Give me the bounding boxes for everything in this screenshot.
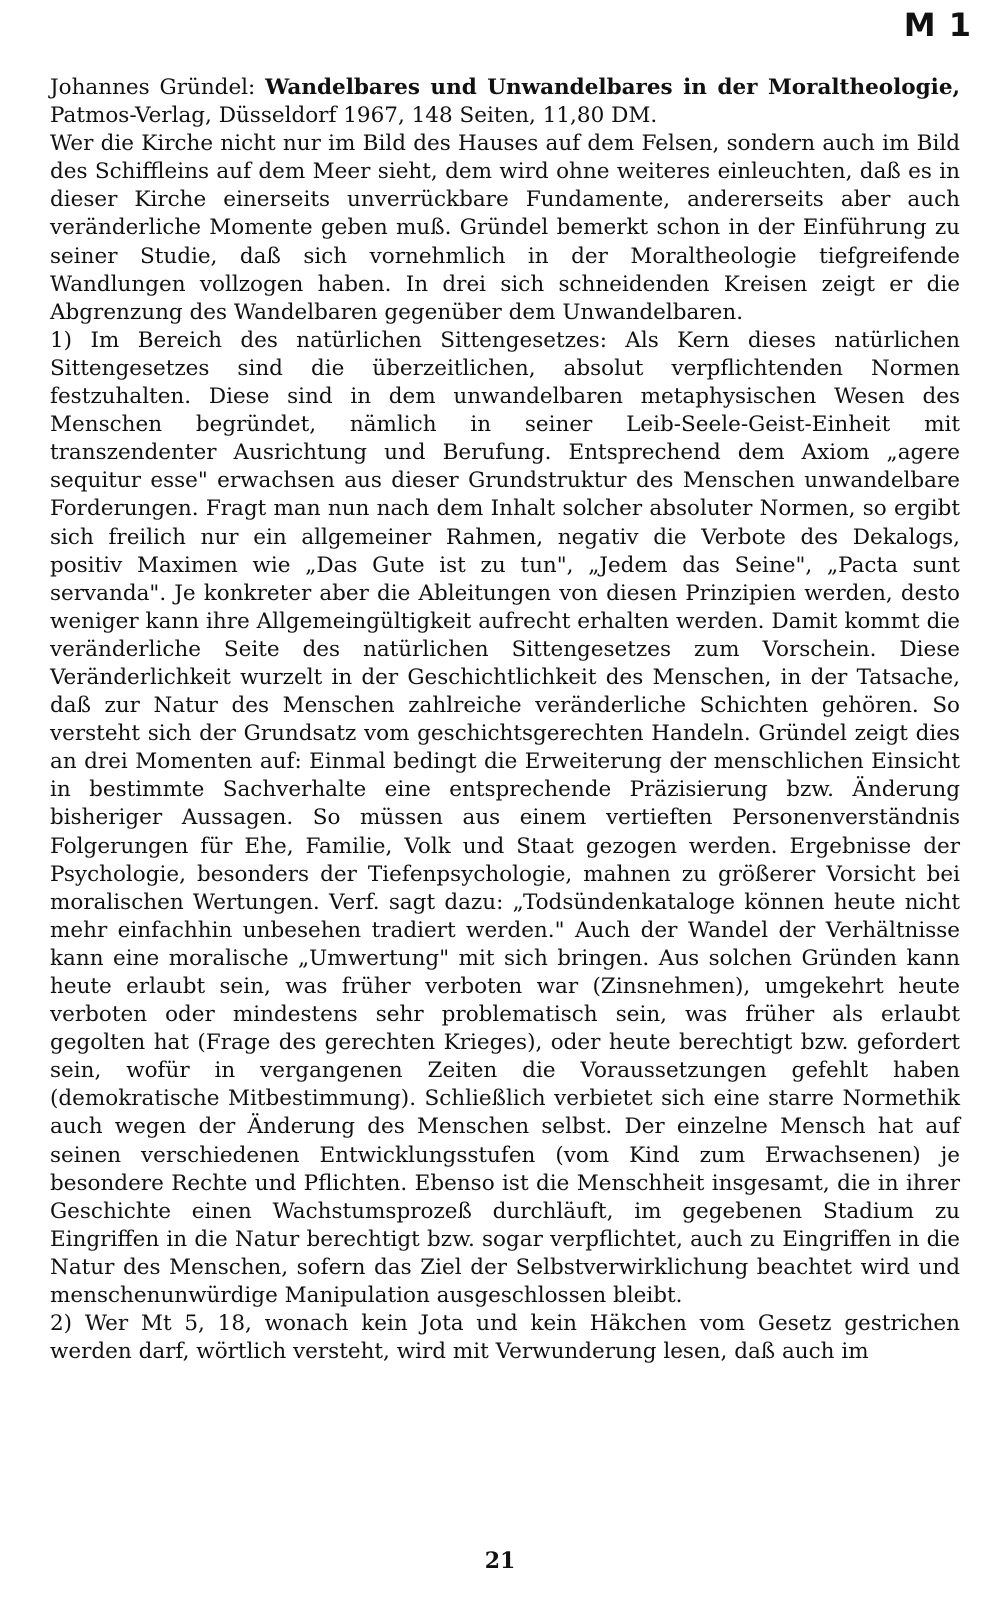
citation-author: Johannes Gründel: bbox=[50, 75, 266, 100]
paragraph-section-2: 2) Wer Mt 5, 18, wonach kein Jota und kein Häkchen vom Gesetz gestrichen werden darf, wörtlich versteht, wird mit Verwunderung lesen, daß auch im bbox=[50, 1311, 960, 1365]
article-body bbox=[50, 74, 960, 1366]
page-number: 21 bbox=[484, 1548, 516, 1574]
citation bbox=[50, 74, 960, 130]
citation-details: Patmos-Verlag, Düsseldorf 1967, 148 Seiten, 11,80 DM. bbox=[50, 103, 658, 129]
citation-title: Wandelbares und Unwandelbares in der Moraltheologie, bbox=[265, 75, 960, 100]
page-label: M 1 bbox=[903, 6, 972, 44]
paragraph-intro: Wer die Kirche nicht nur im Bild des Hauses auf dem Felsen, sondern auch im Bild des Schiffleins auf dem Meer sieht, dem wird ohne weiteres einleuchten, daß es in dieser Kirche einerseits unverrückbare Fundamente, andererseits aber auch veränderliche Momente geben muß. Gründel bemerkt schon in der Einführung zu seiner Studie, daß sich vornehmlich in der Moraltheologie tiefgreifende Wandlungen vollzogen haben. In drei sich schneidenden Kreisen zeigt er die Abgrenzung des Wandelbaren gegenüber dem Unwandelbaren. bbox=[50, 131, 960, 325]
paragraph-section-1: 1) Im Bereich des natürlichen Sittengesetzes: Als Kern dieses natürlichen Sittengesetzes sind die überzeitlichen, absolut verpflichtenden Normen festzuhalten. Diese sind in dem unwandelbaren metaphysischen Wesen des Menschen begründet, nämlich in seiner Leib-Seele-Geist-Einheit mit transzendenter Ausrichtung und Berufung. Entsprechend dem Axiom „agere sequitur esse" erwachsen aus dieser Grundstruktur des Menschen unwandelbare Forderungen. Fragt man nun nach dem Inhalt solcher absoluter Normen, so ergibt sich freilich nur ein allgemeiner Rahmen, negativ die Verbote des Dekalogs, positiv Maximen wie „Das Gute ist zu tun", „Jedem das Seine", „Pacta sunt servanda". Je konkreter aber die Ableitungen von diesen Prinzipien werden, desto weniger kann ihre Allgemeingültigkeit aufrecht erhalten werden. Damit kommt die veränderliche Seite des natürlichen Sittengesetzes zum Vorschein. Diese Veränderlichkeit wurzelt in der Geschichtlichkeit des Menschen, in der Tatsache, daß zur Natur des Menschen zahlreiche veränderliche Schichten gehören. So versteht sich der Grundsatz vom geschichtsgerechten Handeln. Gründel zeigt dies an drei Momenten auf: Einmal bedingt die Erweiterung der menschlichen Einsicht in bestimmte Sachverhalte eine entsprechende Präzisierung bzw. Änderung bisheriger Aussagen. So müssen aus einem vertieften Personenverständnis Folgerungen für Ehe, Familie, Volk und Staat gezogen werden. Ergebnisse der Psychologie, besonders der Tiefenpsychologie, mahnen zu größerer Vorsicht bei moralischen Wertungen. Verf. sagt dazu: „Todsündenkataloge können heute nicht mehr einfachhin unbesehen tradiert werden." Auch der Wandel der Verhältnisse kann eine moralische „Umwertung" mit sich bringen. Aus solchen Gründen kann heute erlaubt sein, was früher verboten war (Zinsnehmen), umgekehrt heute verboten oder mindestens sehr problematisch sein, was früher als erlaubt gegolten hat (Frage des gerechten Krieges), oder heute berechtigt bzw. gefordert sein, wofür in vergangenen Zeiten die Voraussetzungen gefehlt haben (demokratische Mitbestimmung). Schließlich verbietet sich eine starre Normethik auch wegen der Änderung des Menschen selbst. Der einzelne Mensch hat auf seinen verschiedenen Entwicklungsstufen (vom Kind zum Erwachsenen) je besondere Rechte und Pflichten. Ebenso ist die Menschheit insgesamt, die in ihrer Geschichte einen Wachstumsprozeß durchläuft, im gegebenen Stadium zu Eingriffen in die Natur berechtigt bzw. sogar verpflichtet, auch zu Eingriffen in die Natur des Menschen, sofern das Ziel der Selbstverwirklichung beachtet wird und menschenunwürdige Manipulation ausgeschlossen bleibt. bbox=[50, 327, 960, 1309]
